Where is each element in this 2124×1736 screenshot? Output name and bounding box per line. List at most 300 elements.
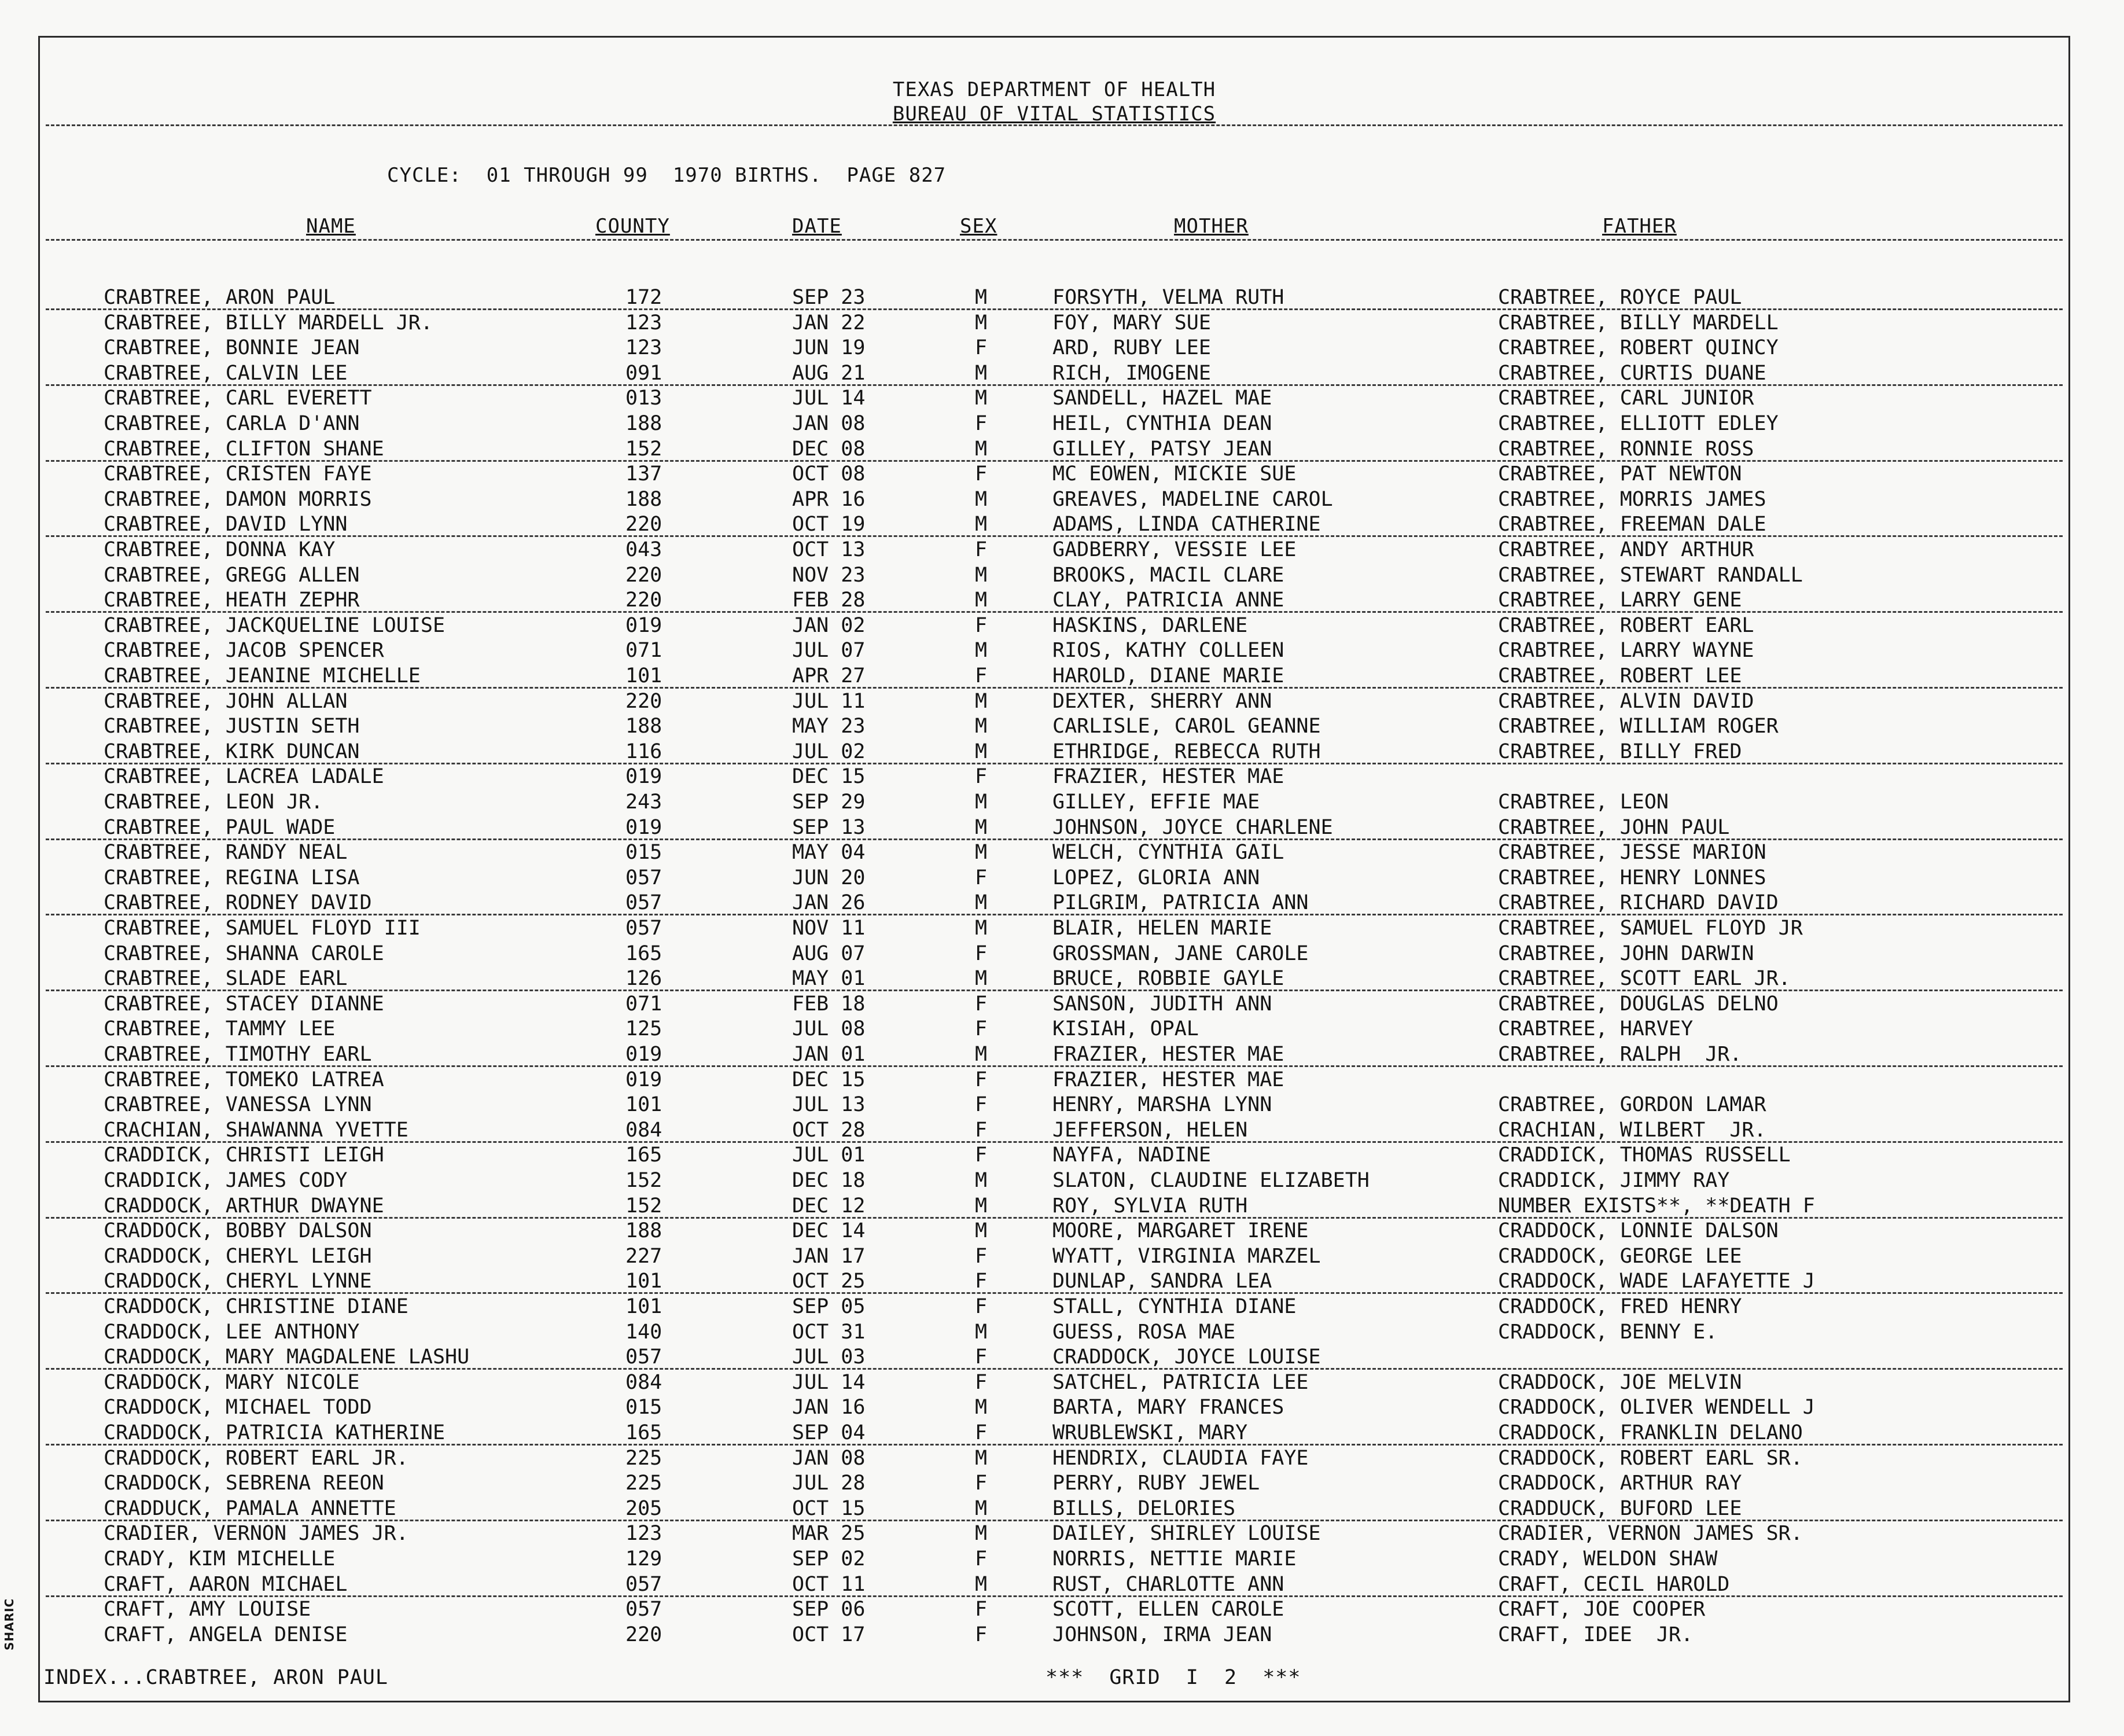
cell-sex: M bbox=[975, 967, 988, 991]
cell-date: NOV 11 bbox=[792, 917, 866, 940]
cell-name: CRABTREE, RODNEY DAVID bbox=[104, 891, 372, 915]
cell-name: CRADDOCK, CHRISTINE DIANE bbox=[104, 1295, 408, 1318]
cell-name: CRADDOCK, SEBRENA REEON bbox=[104, 1472, 384, 1495]
cell-date: JUL 03 bbox=[792, 1345, 866, 1369]
cell-date: OCT 15 bbox=[792, 1496, 866, 1520]
column-header-mother: MOTHER bbox=[1174, 215, 1249, 238]
table-row bbox=[40, 1572, 2068, 1597]
cell-name: CRABTREE, LACREA LADALE bbox=[104, 765, 384, 789]
cell-county: 057 bbox=[625, 1598, 662, 1621]
cell-father: CRABTREE, JESSE MARION bbox=[1498, 841, 1766, 865]
cell-date: JUL 07 bbox=[792, 639, 866, 663]
cell-county: 123 bbox=[625, 311, 662, 334]
table-row bbox=[40, 966, 2068, 991]
cell-sex: F bbox=[975, 941, 988, 965]
cell-mother: WYATT, VIRGINIA MARZEL bbox=[1052, 1244, 1321, 1268]
table-row bbox=[40, 361, 2068, 386]
cell-father: CRAFT, CECIL HAROLD bbox=[1498, 1572, 1730, 1596]
cell-father: CRABTREE, RONNIE ROSS bbox=[1498, 437, 1754, 461]
cell-mother: GREAVES, MADELINE CAROL bbox=[1052, 487, 1333, 511]
table-row bbox=[40, 992, 2068, 1017]
cell-mother: SANSON, JUDITH ANN bbox=[1052, 992, 1272, 1016]
cell-sex: F bbox=[975, 412, 988, 435]
cell-name: CRADDOCK, LEE ANTHONY bbox=[104, 1320, 360, 1344]
cell-mother: JOHNSON, IRMA JEAN bbox=[1052, 1623, 1272, 1646]
column-header-name: NAME bbox=[306, 215, 356, 238]
table-row bbox=[40, 411, 2068, 436]
cell-name: CRABTREE, REGINA LISA bbox=[104, 866, 360, 889]
cell-date: JUL 14 bbox=[792, 1370, 866, 1394]
cell-name: CRABTREE, GREGG ALLEN bbox=[104, 563, 360, 587]
table-row bbox=[40, 512, 2068, 537]
cell-county: 019 bbox=[625, 1068, 662, 1091]
cell-name: CRABTREE, DAVID LYNN bbox=[104, 513, 348, 536]
cell-sex: M bbox=[975, 387, 988, 410]
cell-name: CRAFT, ANGELA DENISE bbox=[104, 1623, 348, 1646]
cell-mother: STALL, CYNTHIA DIANE bbox=[1052, 1295, 1297, 1318]
cell-mother: CARLISLE, CAROL GEANNE bbox=[1052, 715, 1321, 738]
cell-name: CRADDOCK, MARY MAGDALENE LASHU bbox=[104, 1345, 470, 1369]
cell-father: CRABTREE, LEON bbox=[1498, 790, 1669, 814]
cell-county: 084 bbox=[625, 1118, 662, 1142]
table-row bbox=[40, 891, 2068, 915]
cell-county: 101 bbox=[625, 1270, 662, 1293]
cell-county: 152 bbox=[625, 1194, 662, 1218]
cell-mother: ROY, SYLVIA RUTH bbox=[1052, 1194, 1248, 1218]
cell-name: CRABTREE, SHANNA CAROLE bbox=[104, 941, 384, 965]
cell-name: CRABTREE, CLIFTON SHANE bbox=[104, 437, 384, 461]
cell-mother: SANDELL, HAZEL MAE bbox=[1052, 387, 1272, 410]
cell-mother: BROOKS, MACIL CLARE bbox=[1052, 563, 1284, 587]
cell-name: CRADDOCK, MARY NICOLE bbox=[104, 1370, 360, 1394]
cell-county: 101 bbox=[625, 664, 662, 687]
cell-father: CRABTREE, RICHARD DAVID bbox=[1498, 891, 1779, 915]
cell-mother: RUST, CHARLOTTE ANN bbox=[1052, 1572, 1284, 1596]
cell-county: 152 bbox=[625, 437, 662, 461]
cell-county: 057 bbox=[625, 891, 662, 915]
header-divider bbox=[46, 124, 2063, 126]
cell-father: CRADDOCK, FRED HENRY bbox=[1498, 1295, 1742, 1318]
cell-sex: M bbox=[975, 841, 988, 865]
table-row bbox=[40, 1168, 2068, 1193]
table-row bbox=[40, 613, 2068, 638]
cell-father: CRABTREE, CARL JUNIOR bbox=[1498, 387, 1754, 410]
cell-father: CRABTREE, PAT NEWTON bbox=[1498, 462, 1742, 486]
cell-date: OCT 28 bbox=[792, 1118, 866, 1142]
cycle-line: CYCLE: 01 THROUGH 99 1970 BIRTHS. PAGE 827 bbox=[387, 164, 947, 187]
table-row bbox=[40, 1219, 2068, 1244]
cell-father: CRABTREE, SCOTT EARL JR. bbox=[1498, 967, 1791, 991]
cell-mother: HEIL, CYNTHIA DEAN bbox=[1052, 412, 1272, 435]
cell-date: JUL 14 bbox=[792, 387, 866, 410]
cell-sex: M bbox=[975, 437, 988, 461]
cell-date: MAY 01 bbox=[792, 967, 866, 991]
cell-sex: M bbox=[975, 589, 988, 612]
cell-name: CRADDOCK, MICHAEL TODD bbox=[104, 1396, 372, 1419]
cell-mother: FRAZIER, HESTER MAE bbox=[1052, 765, 1284, 789]
table-row bbox=[40, 1244, 2068, 1269]
table-row bbox=[40, 1017, 2068, 1042]
cell-date: JUL 02 bbox=[792, 740, 866, 763]
cell-sex: M bbox=[975, 715, 988, 738]
cell-sex: M bbox=[975, 689, 988, 713]
cell-father: CRABTREE, LARRY WAYNE bbox=[1498, 639, 1754, 663]
cell-date: DEC 18 bbox=[792, 1169, 866, 1192]
column-header-divider bbox=[46, 239, 2063, 241]
table-row bbox=[40, 1623, 2068, 1647]
table-row bbox=[40, 1345, 2068, 1370]
cell-county: 013 bbox=[625, 387, 662, 410]
cell-county: 188 bbox=[625, 412, 662, 435]
cell-sex: M bbox=[975, 815, 988, 839]
cell-mother: GUESS, ROSA MAE bbox=[1052, 1320, 1236, 1344]
cell-father: CRABTREE, STEWART RANDALL bbox=[1498, 563, 1803, 587]
cell-father: CRADDOCK, ROBERT EARL SR. bbox=[1498, 1446, 1803, 1470]
cell-father: CRADDOCK, LONNIE DALSON bbox=[1498, 1219, 1779, 1243]
department-title: TEXAS DEPARTMENT OF HEALTH bbox=[892, 78, 1216, 101]
cell-mother: HENRY, MARSHA LYNN bbox=[1052, 1093, 1272, 1117]
cell-father: NUMBER EXISTS**, **DEATH F bbox=[1498, 1194, 1815, 1218]
cell-mother: BRUCE, ROBBIE GAYLE bbox=[1052, 967, 1284, 991]
cell-mother: FRAZIER, HESTER MAE bbox=[1052, 1043, 1284, 1066]
cell-mother: BILLS, DELORIES bbox=[1052, 1496, 1236, 1520]
cell-date: JAN 22 bbox=[792, 311, 866, 334]
table-row bbox=[40, 714, 2068, 739]
cell-name: CRABTREE, JOHN ALLAN bbox=[104, 689, 348, 713]
cell-father: CRADIER, VERNON JAMES SR. bbox=[1498, 1522, 1803, 1546]
cell-mother: WRUBLEWSKI, MARY bbox=[1052, 1421, 1248, 1444]
cell-sex: F bbox=[975, 462, 988, 486]
cell-father: CRABTREE, ROYCE PAUL bbox=[1498, 286, 1742, 309]
cell-county: 225 bbox=[625, 1446, 662, 1470]
cell-date: AUG 21 bbox=[792, 361, 866, 385]
cell-mother: FOY, MARY SUE bbox=[1052, 311, 1211, 334]
cell-date: DEC 12 bbox=[792, 1194, 866, 1218]
cell-father: CRABTREE, BILLY MARDELL bbox=[1498, 311, 1779, 334]
cell-mother: PILGRIM, PATRICIA ANN bbox=[1052, 891, 1309, 915]
cell-father: CRABTREE, CURTIS DUANE bbox=[1498, 361, 1766, 385]
cell-date: JAN 16 bbox=[792, 1396, 866, 1419]
cell-county: 019 bbox=[625, 613, 662, 637]
cell-father: CRAFT, JOE COOPER bbox=[1498, 1598, 1706, 1621]
cell-county: 152 bbox=[625, 1169, 662, 1192]
cell-sex: M bbox=[975, 1169, 988, 1192]
table-row bbox=[40, 1547, 2068, 1572]
cell-county: 188 bbox=[625, 715, 662, 738]
table-row bbox=[40, 1042, 2068, 1067]
table-row bbox=[40, 1370, 2068, 1395]
cell-date: OCT 25 bbox=[792, 1270, 866, 1293]
cell-sex: F bbox=[975, 664, 988, 687]
cell-sex: M bbox=[975, 1572, 988, 1596]
cell-sex: F bbox=[975, 613, 988, 637]
cell-date: DEC 08 bbox=[792, 437, 866, 461]
cell-name: CRABTREE, CARLA D'ANN bbox=[104, 412, 360, 435]
cell-father: CRADDICK, JIMMY RAY bbox=[1498, 1169, 1730, 1192]
cell-father: CRABTREE, JOHN DARWIN bbox=[1498, 941, 1754, 965]
cell-name: CRADDOCK, PATRICIA KATHERINE bbox=[104, 1421, 446, 1444]
cell-county: 140 bbox=[625, 1320, 662, 1344]
cell-name: CRADDICK, CHRISTI LEIGH bbox=[104, 1143, 384, 1167]
cell-date: JUL 01 bbox=[792, 1143, 866, 1167]
cell-sex: F bbox=[975, 1017, 988, 1041]
cell-county: 091 bbox=[625, 361, 662, 385]
cell-mother: PERRY, RUBY JEWEL bbox=[1052, 1472, 1260, 1495]
cell-mother: HAROLD, DIANE MARIE bbox=[1052, 664, 1284, 687]
cell-mother: SLATON, CLAUDINE ELIZABETH bbox=[1052, 1169, 1370, 1192]
grid-label: *** GRID I 2 *** bbox=[1046, 1666, 1301, 1689]
cell-date: SEP 29 bbox=[792, 790, 866, 814]
cell-father: CRADDOCK, BENNY E. bbox=[1498, 1320, 1718, 1344]
cell-name: CRABTREE, JEANINE MICHELLE bbox=[104, 664, 421, 687]
cell-county: 205 bbox=[625, 1496, 662, 1520]
cell-name: CRABTREE, ARON PAUL bbox=[104, 286, 336, 309]
table-row bbox=[40, 311, 2068, 336]
cell-mother: DEXTER, SHERRY ANN bbox=[1052, 689, 1272, 713]
table-row bbox=[40, 866, 2068, 891]
cell-father: CRADDOCK, GEORGE LEE bbox=[1498, 1244, 1742, 1268]
table-row bbox=[40, 1320, 2068, 1345]
cell-mother: MOORE, MARGARET IRENE bbox=[1052, 1219, 1309, 1243]
cell-name: CRABTREE, JUSTIN SETH bbox=[104, 715, 360, 738]
cell-county: 126 bbox=[625, 967, 662, 991]
table-row bbox=[40, 386, 2068, 411]
cell-name: CRADDOCK, CHERYL LYNNE bbox=[104, 1270, 372, 1293]
cell-sex: F bbox=[975, 1598, 988, 1621]
cell-mother: BLAIR, HELEN MARIE bbox=[1052, 917, 1272, 940]
cell-mother: NORRIS, NETTIE MARIE bbox=[1052, 1547, 1297, 1571]
cell-sex: F bbox=[975, 1623, 988, 1646]
cell-father: CRADDOCK, FRANKLIN DELANO bbox=[1498, 1421, 1803, 1444]
cell-date: JUL 11 bbox=[792, 689, 866, 713]
cell-date: OCT 08 bbox=[792, 462, 866, 486]
cell-date: OCT 17 bbox=[792, 1623, 866, 1646]
cell-father: CRADDICK, THOMAS RUSSELL bbox=[1498, 1143, 1791, 1167]
cell-county: 137 bbox=[625, 462, 662, 486]
cell-mother: RICH, IMOGENE bbox=[1052, 361, 1211, 385]
cell-sex: M bbox=[975, 1446, 988, 1470]
table-row bbox=[40, 1521, 2068, 1546]
cell-date: JAN 02 bbox=[792, 613, 866, 637]
table-row bbox=[40, 1421, 2068, 1446]
cell-sex: M bbox=[975, 361, 988, 385]
cell-father: CRABTREE, ELLIOTT EDLEY bbox=[1498, 412, 1779, 435]
cell-name: CRABTREE, TAMMY LEE bbox=[104, 1017, 336, 1041]
cell-name: CRACHIAN, SHAWANNA YVETTE bbox=[104, 1118, 408, 1142]
cell-county: 019 bbox=[625, 765, 662, 789]
cell-date: JUL 13 bbox=[792, 1093, 866, 1117]
cell-name: CRABTREE, JACKQUELINE LOUISE bbox=[104, 613, 446, 637]
cell-sex: M bbox=[975, 513, 988, 536]
cell-sex: M bbox=[975, 1219, 988, 1243]
cell-sex: M bbox=[975, 1194, 988, 1218]
table-row bbox=[40, 1597, 2068, 1622]
cell-name: CRADDOCK, BOBBY DALSON bbox=[104, 1219, 372, 1243]
table-row bbox=[40, 1194, 2068, 1219]
cell-father: CRABTREE, ROBERT EARL bbox=[1498, 613, 1754, 637]
cell-father: CRADDOCK, OLIVER WENDELL J bbox=[1498, 1396, 1815, 1419]
cell-sex: M bbox=[975, 891, 988, 915]
cell-mother: SATCHEL, PATRICIA LEE bbox=[1052, 1370, 1309, 1394]
cell-date: OCT 13 bbox=[792, 538, 866, 561]
cell-county: 101 bbox=[625, 1093, 662, 1117]
cell-father: CRABTREE, GORDON LAMAR bbox=[1498, 1093, 1766, 1117]
cell-county: 084 bbox=[625, 1370, 662, 1394]
cell-father: CRABTREE, MORRIS JAMES bbox=[1498, 487, 1766, 511]
cell-county: 057 bbox=[625, 866, 662, 889]
cell-father: CRADDOCK, WADE LAFAYETTE J bbox=[1498, 1270, 1815, 1293]
cell-date: MAY 23 bbox=[792, 715, 866, 738]
cell-mother: HENDRIX, CLAUDIA FAYE bbox=[1052, 1446, 1309, 1470]
cell-mother: GROSSMAN, JANE CAROLE bbox=[1052, 941, 1309, 965]
table-row bbox=[40, 462, 2068, 487]
cell-father: CRADDOCK, JOE MELVIN bbox=[1498, 1370, 1742, 1394]
cell-county: 125 bbox=[625, 1017, 662, 1041]
cell-sex: F bbox=[975, 1547, 988, 1571]
cell-name: CRABTREE, TIMOTHY EARL bbox=[104, 1043, 372, 1066]
table-row bbox=[40, 1093, 2068, 1117]
cell-sex: F bbox=[975, 1345, 988, 1369]
cell-sex: F bbox=[975, 1370, 988, 1394]
column-header-county: COUNTY bbox=[595, 215, 670, 238]
cell-name: CRAFT, AMY LOUISE bbox=[104, 1598, 311, 1621]
cell-date: JAN 08 bbox=[792, 412, 866, 435]
cell-sex: M bbox=[975, 1496, 988, 1520]
cell-father: CRABTREE, HARVEY bbox=[1498, 1017, 1694, 1041]
cell-date: JUL 28 bbox=[792, 1472, 866, 1495]
cell-mother: BARTA, MARY FRANCES bbox=[1052, 1396, 1284, 1419]
cell-sex: F bbox=[975, 1421, 988, 1444]
cell-sex: M bbox=[975, 917, 988, 940]
table-row bbox=[40, 437, 2068, 462]
cell-name: CRABTREE, JACOB SPENCER bbox=[104, 639, 384, 663]
cell-mother: MC EOWEN, MICKIE SUE bbox=[1052, 462, 1297, 486]
cell-mother: NAYFA, NADINE bbox=[1052, 1143, 1211, 1167]
cell-father: CRADDOCK, ARTHUR RAY bbox=[1498, 1472, 1742, 1495]
cell-mother: JEFFERSON, HELEN bbox=[1052, 1118, 1248, 1142]
table-row bbox=[40, 638, 2068, 663]
cell-father: CRAFT, IDEE JR. bbox=[1498, 1623, 1694, 1646]
cell-county: 057 bbox=[625, 917, 662, 940]
cell-name: CRABTREE, VANESSA LYNN bbox=[104, 1093, 372, 1117]
cell-county: 101 bbox=[625, 1295, 662, 1318]
cell-county: 188 bbox=[625, 487, 662, 511]
cell-sex: F bbox=[975, 1068, 988, 1091]
cell-county: 019 bbox=[625, 815, 662, 839]
cell-name: CRADDUCK, PAMALA ANNETTE bbox=[104, 1496, 396, 1520]
cell-name: CRABTREE, STACEY DIANNE bbox=[104, 992, 384, 1016]
cell-date: APR 27 bbox=[792, 664, 866, 687]
cell-date: JAN 08 bbox=[792, 1446, 866, 1470]
cell-mother: GILLEY, EFFIE MAE bbox=[1052, 790, 1260, 814]
cell-sex: F bbox=[975, 1143, 988, 1167]
cell-sex: M bbox=[975, 790, 988, 814]
cell-sex: M bbox=[975, 740, 988, 763]
cell-county: 220 bbox=[625, 689, 662, 713]
cell-date: SEP 23 bbox=[792, 286, 866, 309]
cell-county: 220 bbox=[625, 589, 662, 612]
cell-date: MAY 04 bbox=[792, 841, 866, 865]
table-row bbox=[40, 664, 2068, 689]
cell-sex: F bbox=[975, 1244, 988, 1268]
cell-county: 057 bbox=[625, 1572, 662, 1596]
cell-name: CRADDOCK, ROBERT EARL JR. bbox=[104, 1446, 408, 1470]
cell-county: 123 bbox=[625, 336, 662, 360]
cell-name: CRABTREE, PAUL WADE bbox=[104, 815, 336, 839]
cell-name: CRABTREE, BILLY MARDELL JR. bbox=[104, 311, 433, 334]
cell-mother: ADAMS, LINDA CATHERINE bbox=[1052, 513, 1321, 536]
cell-date: JUL 08 bbox=[792, 1017, 866, 1041]
cell-sex: M bbox=[975, 1522, 988, 1546]
cell-mother: GILLEY, PATSY JEAN bbox=[1052, 437, 1272, 461]
table-row bbox=[40, 941, 2068, 966]
cell-date: OCT 19 bbox=[792, 513, 866, 536]
cell-father: CRABTREE, LARRY GENE bbox=[1498, 589, 1742, 612]
cell-father: CRABTREE, ANDY ARTHUR bbox=[1498, 538, 1754, 561]
table-row bbox=[40, 1118, 2068, 1143]
cell-father: CRABTREE, JOHN PAUL bbox=[1498, 815, 1730, 839]
cell-county: 165 bbox=[625, 1143, 662, 1167]
table-row bbox=[40, 1068, 2068, 1093]
cell-county: 019 bbox=[625, 1043, 662, 1066]
cell-date: JUN 19 bbox=[792, 336, 866, 360]
cell-sex: F bbox=[975, 992, 988, 1016]
cell-name: CRABTREE, LEON JR. bbox=[104, 790, 323, 814]
cell-name: CRABTREE, CRISTEN FAYE bbox=[104, 462, 372, 486]
cell-county: 220 bbox=[625, 513, 662, 536]
cell-date: JAN 26 bbox=[792, 891, 866, 915]
cell-name: CRABTREE, HEATH ZEPHR bbox=[104, 589, 360, 612]
cell-father: CRABTREE, ROBERT LEE bbox=[1498, 664, 1742, 687]
table-row bbox=[40, 1294, 2068, 1319]
table-row bbox=[40, 740, 2068, 764]
table-row bbox=[40, 1269, 2068, 1294]
cell-county: 225 bbox=[625, 1472, 662, 1495]
cell-date: FEB 28 bbox=[792, 589, 866, 612]
cell-name: CRADIER, VERNON JAMES JR. bbox=[104, 1522, 408, 1546]
cell-sex: M bbox=[975, 487, 988, 511]
cell-date: OCT 31 bbox=[792, 1320, 866, 1344]
cell-name: CRABTREE, CALVIN LEE bbox=[104, 361, 348, 385]
cell-date: SEP 06 bbox=[792, 1598, 866, 1621]
table-row bbox=[40, 1446, 2068, 1471]
cell-father: CRABTREE, RALPH JR. bbox=[1498, 1043, 1742, 1066]
cell-sex: F bbox=[975, 866, 988, 889]
cell-name: CRABTREE, BONNIE JEAN bbox=[104, 336, 360, 360]
cell-date: APR 16 bbox=[792, 487, 866, 511]
cell-father: CRABTREE, FREEMAN DALE bbox=[1498, 513, 1766, 536]
cell-name: CRABTREE, RANDY NEAL bbox=[104, 841, 348, 865]
cell-father: CRADY, WELDON SHAW bbox=[1498, 1547, 1718, 1571]
cell-sex: F bbox=[975, 1270, 988, 1293]
cell-county: 043 bbox=[625, 538, 662, 561]
cell-name: CRABTREE, DAMON MORRIS bbox=[104, 487, 372, 511]
cell-sex: M bbox=[975, 311, 988, 334]
cell-date: DEC 15 bbox=[792, 765, 866, 789]
cell-name: CRABTREE, CARL EVERETT bbox=[104, 387, 372, 410]
cell-name: CRADDOCK, ARTHUR DWAYNE bbox=[104, 1194, 384, 1218]
bureau-title: BUREAU OF VITAL STATISTICS bbox=[892, 102, 1216, 126]
cell-mother: KISIAH, OPAL bbox=[1052, 1017, 1199, 1041]
cell-county: 172 bbox=[625, 286, 662, 309]
table-row bbox=[40, 764, 2068, 789]
cell-sex: F bbox=[975, 538, 988, 561]
side-mark: SHARIC bbox=[2, 1598, 16, 1650]
cell-father: CRADDUCK, BUFORD LEE bbox=[1498, 1496, 1742, 1520]
table-row bbox=[40, 336, 2068, 361]
table-row bbox=[40, 840, 2068, 865]
cell-mother: LOPEZ, GLORIA ANN bbox=[1052, 866, 1260, 889]
